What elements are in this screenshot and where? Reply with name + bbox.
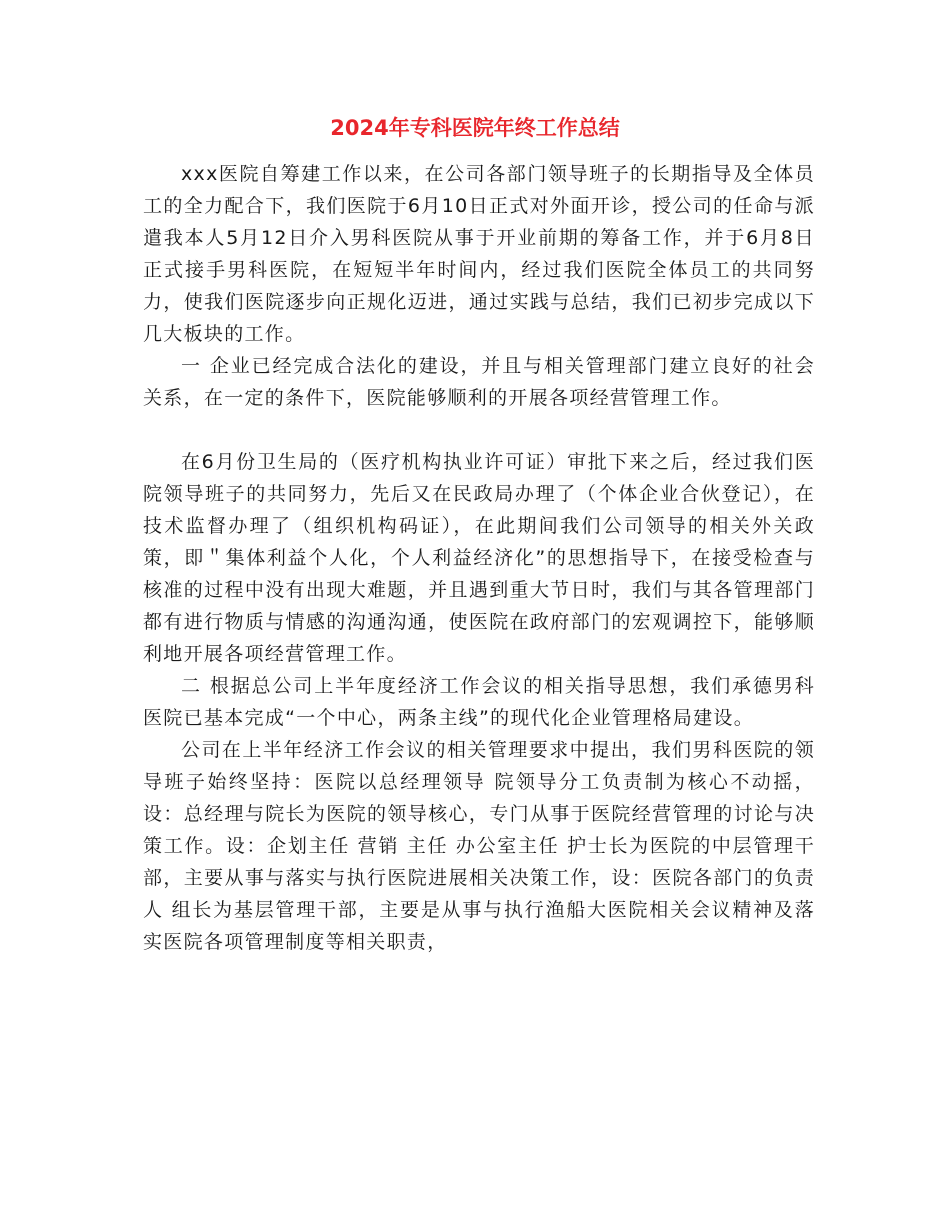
- paragraph-licensing: 在6月份卫生局的（医疗机构执业许可证）审批下来之后，经过我们医院领导班子的共同努力，先后又在民政局办理了（个体企业合伙登记），在技术监督办理了（组织机构码证），在此期间我们公司领导的相关外关政策，即＂集体利益个人化，个人利益经济化”的思想指导下，在接受检查与核准的过程中没有出现大难题，并且遇到重大节日时，我们与其各管理部门都有进行物质与情感的沟通沟通，使医院在政府部门的宏观调控下，能够顺利地开展各项经营管理工作。: [143, 451, 815, 665]
- paragraph-section-two: 二 根据总公司上半年度经济工作会议的相关指导思想，我们承德男科医院已基本完成“一个中心，两条主线”的现代化企业管理格局建设。: [143, 675, 815, 729]
- paragraph-management: 公司在上半年经济工作会议的相关管理要求中提出，我们男科医院的领导班子始终坚持：医院以总经理领导 院领导分工负责制为核心不动摇，设：总经理与院长为医院的领导核心，专门从事于医院经营管理的讨论与决策工作。设：企划主任 营销 主任 办公室主任 护士长为医院的中层管理干部，主要从事与落实与执行医院进展相关决策工作，设：医院各部门的负责人 组长为基层管理干部，主要是从事与执行渔船大医院相关会议精神及落实医院各项管理制度等相关职责，: [143, 739, 815, 953]
- document-body: [143, 158, 815, 958]
- paragraph-section-one: 一 企业已经完成合法化的建设，并且与相关管理部门建立良好的社会关系，在一定的条件下，医院能够顺利的开展各项经营管理工作。: [143, 355, 815, 409]
- document-title: 2024年专科医院年终工作总结: [330, 116, 620, 140]
- paragraph-gap: [143, 414, 815, 446]
- paragraph-intro: xxx医院自筹建工作以来，在公司各部门领导班子的长期指导及全体员工的全力配合下，我们医院于6月10日正式对外面开诊，授公司的任命与派遣我本人5月12日介入男科医院从事于开业前期的筹备工作，并于6月8日正式接手男科医院，在短短半年时间内，经过我们医院全体员工的共同努力，使我们医院逐步向正规化迈进，通过实践与总结，我们已初步完成以下几大板块的工作。: [143, 163, 815, 345]
